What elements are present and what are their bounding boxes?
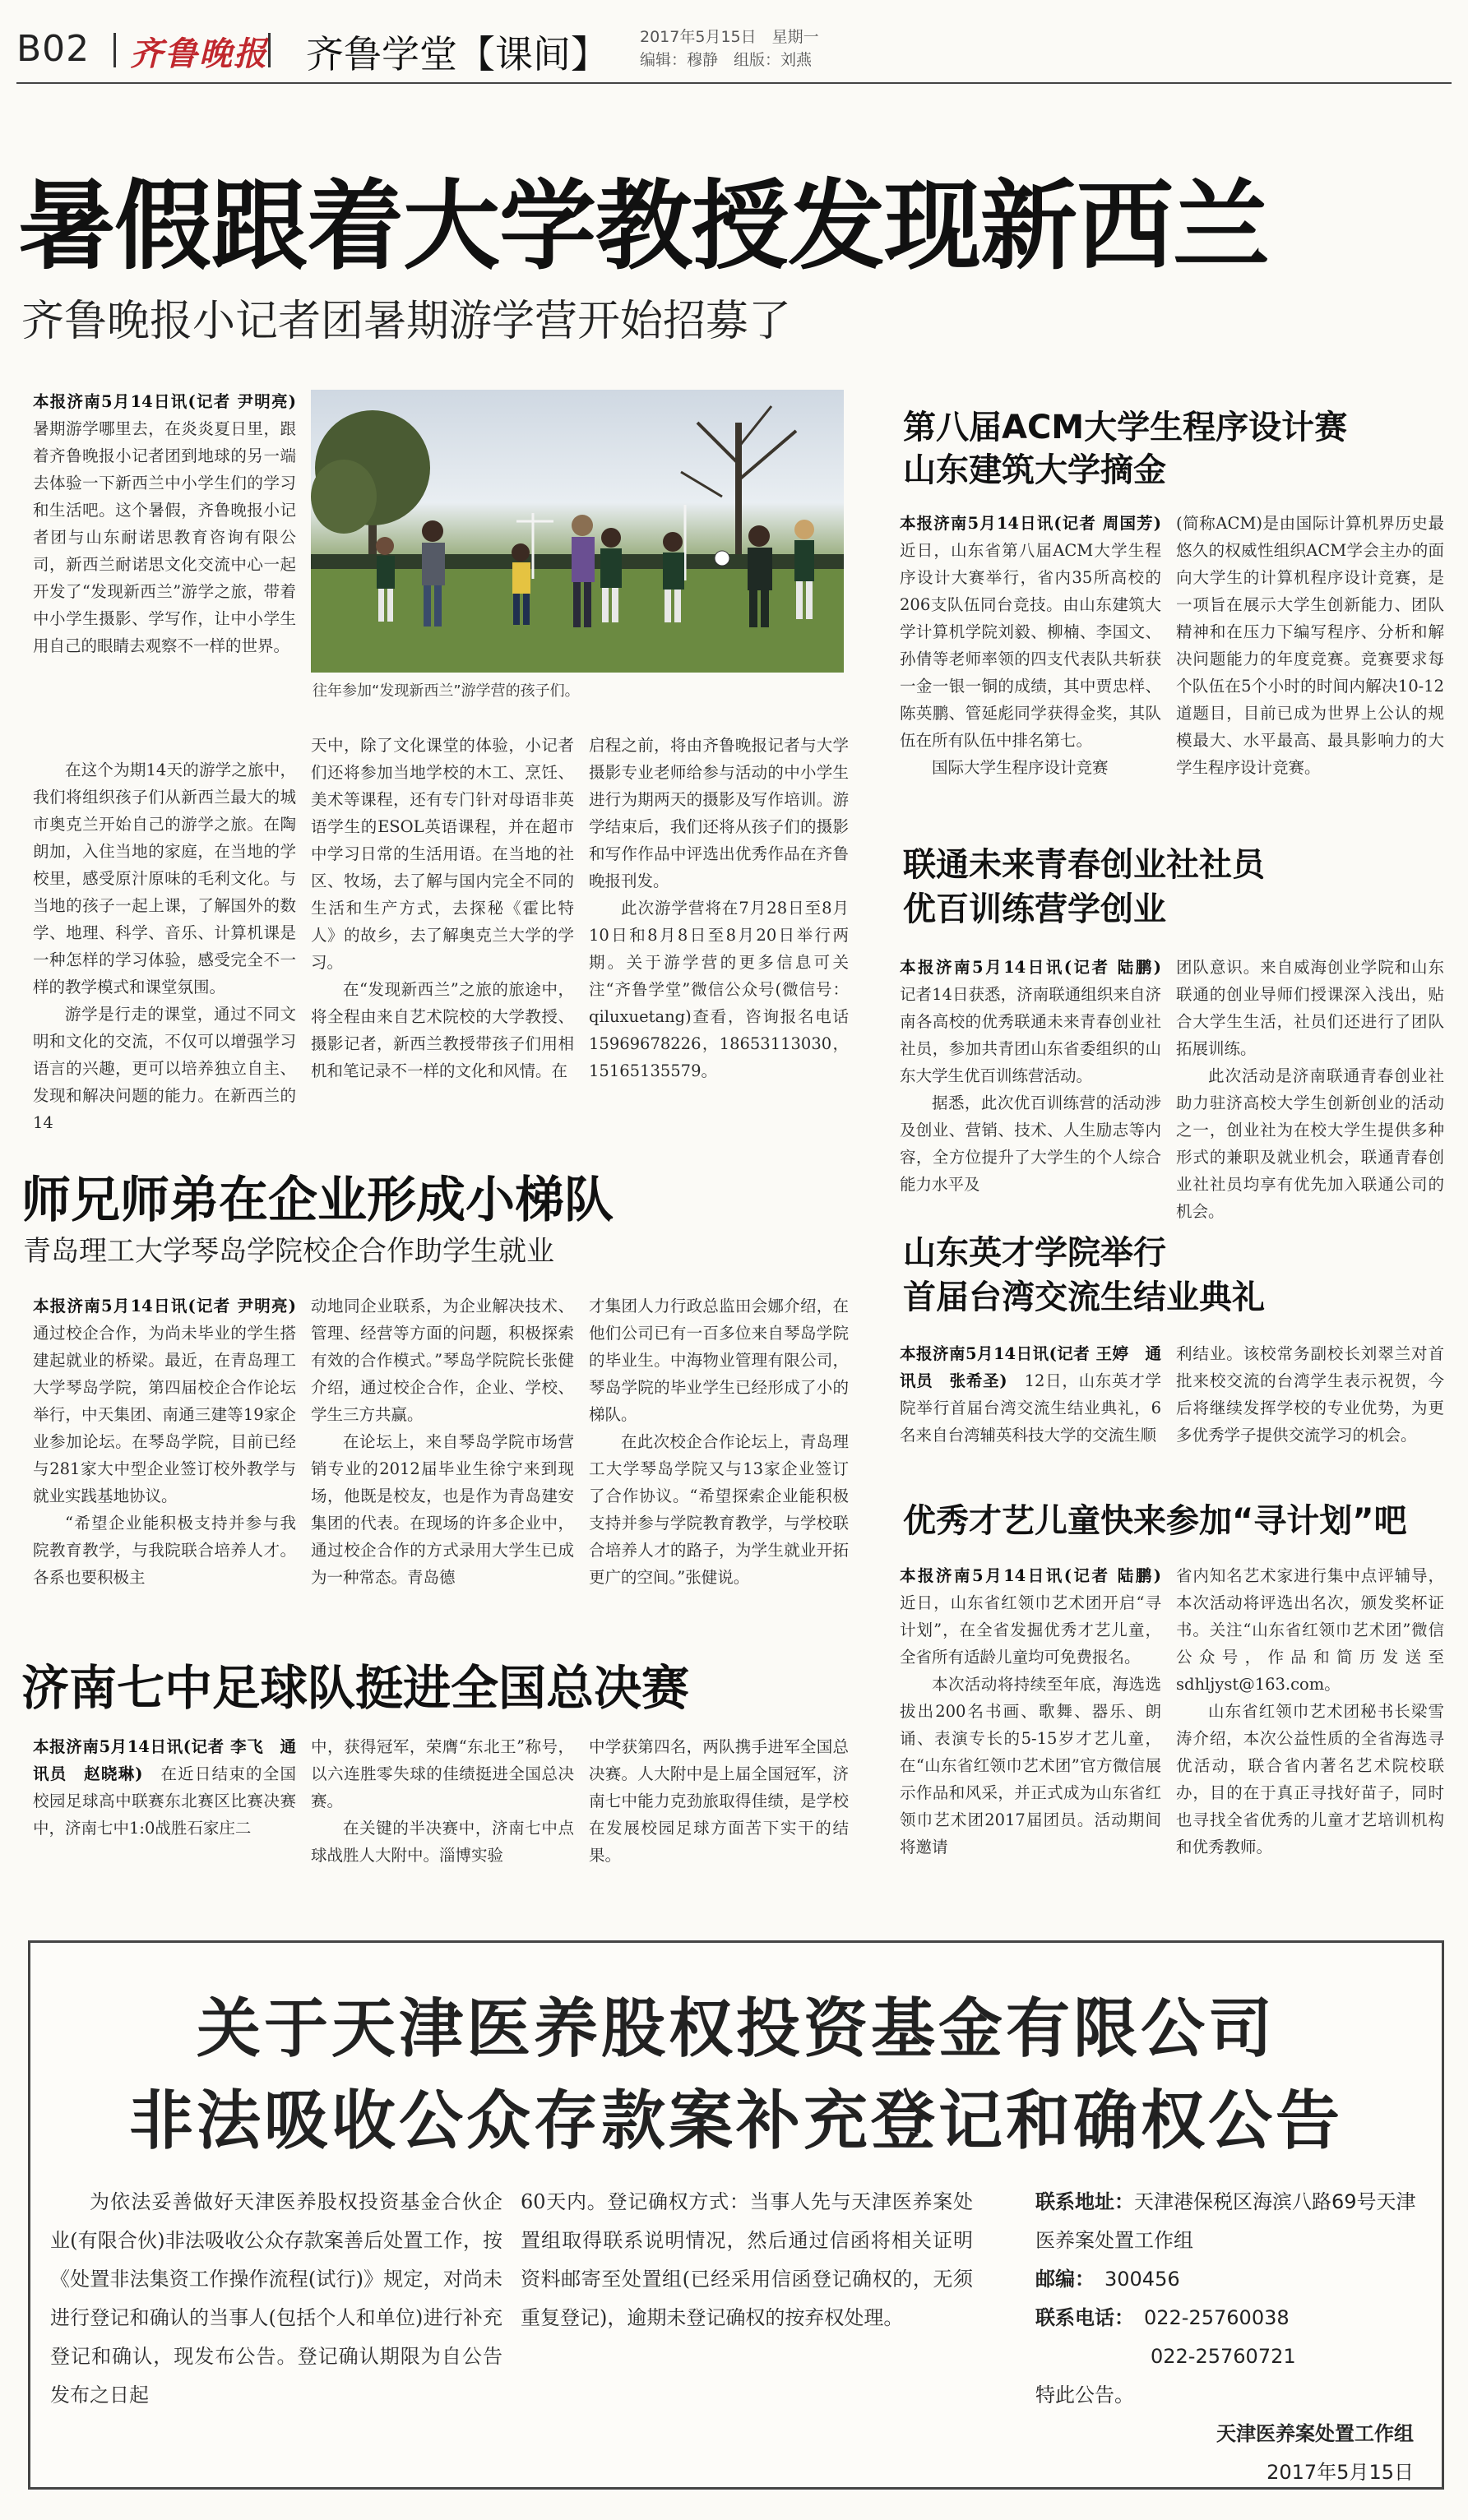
yingcai-headline-1: 山东英才学院举行	[903, 1234, 1166, 1272]
phone-value-2: 022-25760721	[1151, 2345, 1296, 2368]
lead-text-3b: 此次游学营将在7月28日至8月10日和8月8日至8月20日举行两期。关于游学营的更多信息可关注“齐鲁学堂”微信公众号(微信号：qiluxuetang)查看，咨询报名电话15969678226，18653113030，15165135579。	[589, 899, 849, 1080]
acm-headline-2: 山东建筑大学摘金	[903, 451, 1166, 489]
notice-box	[28, 1940, 1444, 2490]
qingdao-dateline: 本报济南5月14日讯(记者 尹明亮)	[33, 1297, 296, 1315]
unicom-headline-2: 优百训练营学创业	[903, 890, 1166, 928]
qingdao-column-2	[311, 1292, 574, 1638]
acm-dateline: 本报济南5月14日讯(记者 周国芳)	[900, 514, 1161, 533]
lead-text-2: 天中，除了文化课堂的体验，小记者们还将参加当地学校的木工、烹饪、美术等课程，还有专门针对母语非英语学生的ESOL英语课程，并在超市中学习日常的生活用语。在当地的社区、牧场，去了解与国内完全不同的生活和生产方式，去探秘《霍比特人》的故乡，去了解奥克兰大学的学习。	[311, 736, 574, 972]
notice-column-1	[50, 2183, 502, 2462]
notice-text-1: 为依法妥善做好天津医养股权投资基金合伙企业(有限合伙)非法吸收公众存款案善后处置工作，按《处置非法集资工作操作流程(试行)》规定，对尚未进行登记和确认的当事人(包括个人和单位)进行补充登记和确认，现发布公告。登记确认期限为自公告发布之日起	[50, 2190, 502, 2407]
qingdao-headline: 师兄师弟在企业形成小梯队	[21, 1172, 614, 1229]
lead-column-3	[589, 732, 849, 1126]
acm-text-1: 近日，山东省第八届ACM大学生程序设计大赛举行，省内35所高校的206支队伍同台竞技。由山东建筑大学计算机学院刘毅、柳楠、李国文、孙倩等老师率领的四支代表队共斩获一金一银一铜的成绩，其中贾忠样、陈英鹏、管延彪同学获得金奖，其队伍在所有队伍中排名第七。	[900, 541, 1161, 750]
page-header	[0, 0, 1468, 82]
section-name: 齐鲁学堂	[306, 32, 457, 76]
unicom-text-2: 团队意识。来自威海创业学院和山东联通的创业导师们授课深入浅出，贴合大学生生活，社员们还进行了团队拓展训练。	[1176, 958, 1444, 1058]
contact-address	[1035, 2183, 1430, 2260]
paper-logo: 齐鲁晚报	[130, 35, 268, 73]
notice-text-2: 60天内。登记确权方式：当事人先与天津医养案处置组取得联系说明情况，然后通过信函将相关证明资料邮寄至处置组(已经采用信函登记确权的，无须重复登记)，逾期未登记确权的按弃权处理。	[521, 2190, 973, 2329]
acm-text-2: (简称ACM)是由国际计算机界历史最悠久的权威性组织ACM学会主办的面向大学生的计算机程序设计竞赛，是一项旨在展示大学生创新能力、团队精神和在压力下编写程序、分析和解决问题能力的年度竞赛。竞赛要求每个队伍在5个小时的时间内解决10-12道题目，目前已成为世界上公认的规模最大、水平最高、最具影响力的大学生程序设计竞赛。	[1176, 514, 1444, 777]
art-text-1: 近日，山东省红领巾艺术团开启“寻计划”，在全省发掘优秀才艺儿童，全省所有适龄儿童均可免费报名。	[900, 1593, 1161, 1667]
section-title	[306, 25, 609, 79]
lead-column-1b	[33, 756, 296, 1132]
yingcai-text-2: 利结业。该校常务副校长刘翠兰对首批来校交流的台湾学生表示祝贺，今后将继续发挥学校的专业优势，为更多优秀学子提供交流学习的机会。	[1176, 1344, 1444, 1445]
football-column-2	[311, 1733, 574, 1922]
football-text-1: 在近日结束的全国校园足球高中联赛东北赛区比赛决赛中，济南七中1:0战胜石家庄二	[33, 1764, 296, 1838]
football-headline: 济南七中足球队挺进全国总决赛	[21, 1660, 690, 1716]
yingcai-headline-2: 首届台湾交流生结业典礼	[903, 1278, 1265, 1316]
lead-headline: 暑假跟着大学教授发现新西兰	[18, 169, 1270, 283]
section-tag: 【课间】	[457, 32, 609, 76]
photo-caption: 往年参加“发现新西兰”游学营的孩子们。	[313, 682, 580, 700]
qingdao-text-1b: “希望企业能积极支持并参与我院教育教学，与我院联合培养人才。各系也要积极主	[33, 1514, 296, 1587]
tree-right	[681, 406, 796, 562]
qingdao-text-3b: 在此次校企合作论坛上，青岛理工大学琴岛学院又与13家企业签订了合作协议。“希望探索企业能积极支持并参与学院教育教学，与学校联合培养人才的路子，为学生就业开拓更广的空间。”张健说。	[589, 1432, 849, 1587]
editor-credits: 编辑：穆静 组版：刘燕	[640, 51, 813, 69]
acm-text-1b: 国际大学生程序设计竞赛	[932, 758, 1109, 777]
contact-phone	[1035, 2299, 1430, 2337]
qingdao-text-2b: 在论坛上，来自琴岛学院市场营销专业的2012届毕业生徐宁来到现场，他既是校友，也是作为青岛建安集团的代表。在现场的许多企业中，通过校企合作的方式录用大学生已成为一种常态。青岛德	[311, 1432, 574, 1587]
lead-text-2b: 在“发现新西兰”之旅的旅途中，将全程由来自艺术院校的大学教授、摄影记者，新西兰教授带孩子们用相机和笔记录不一样的文化和风情。在	[311, 980, 574, 1080]
qingdao-column-3	[589, 1292, 849, 1638]
yingcai-text-1: 12日，山东英才学院举行首届台湾交流生结业典礼，6名来自台湾辅英科技大学的交流生顺	[900, 1371, 1161, 1445]
acm-column-2	[1176, 510, 1444, 814]
lead-dateline: 本报济南5月14日讯(记者 尹明亮)	[33, 392, 296, 411]
unicom-headline-1: 联通未来青春创业社社员	[903, 846, 1265, 884]
football-dateline: 本报济南5月14日讯(记者 李飞 通讯员 赵晓琳)	[33, 1737, 296, 1783]
address-value: 天津港保税区海滨八路69号天津医养案处置工作组	[1035, 2190, 1416, 2252]
page-number: B02	[16, 28, 90, 70]
lead-column-1	[33, 388, 296, 758]
unicom-text-1b: 据悉，此次优百训练营的活动涉及创业、营销、技术、人生励志等内容，全方位提升了大学生的个人综合能力水平及	[900, 1094, 1161, 1194]
art-column-1	[900, 1562, 1161, 1907]
yingcai-column-1	[900, 1340, 1161, 1480]
qingdao-text-1: 通过校企合作，为尚未毕业的学生搭建起就业的桥梁。最近，在青岛理工大学琴岛学院，第四届校企合作论坛举行，中天集团、南通三建等19家企业参加论坛。在琴岛学院，目前已经与281家大中型企业签订校外教学与就业实践基地协议。	[33, 1324, 296, 1505]
art-text-2b: 山东省红领巾艺术团秘书长梁雪涛介绍，本次公益性质的全省海选寻优活动，联合省内著名艺术院校联办，目的在于真正寻找好苗子，同时也寻找全省优秀的儿童才艺培训机构和优秀教师。	[1176, 1702, 1444, 1856]
lead-photo	[311, 390, 844, 673]
art-dateline: 本报济南5月14日讯(记者 陆鹏)	[900, 1566, 1161, 1585]
lead-text-1c: 游学是行走的课堂，通过不同文明和文化的交流，不仅可以增强学习语言的兴趣，更可以培养独立自主、发现和解决问题的能力。在新西兰的14	[33, 1005, 296, 1132]
zip-label: 邮编：	[1035, 2268, 1085, 2291]
art-column-2	[1176, 1562, 1444, 1907]
football-text-2: 中，获得冠军，荣膺“东北王”称号，以六连胜零失球的佳绩挺进全国总决赛。	[311, 1737, 574, 1810]
notice-sign-date: 2017年5月15日	[1267, 2461, 1414, 2484]
divider-bar	[113, 33, 116, 67]
football-column-3	[589, 1733, 849, 1922]
qingdao-text-3: 才集团人力行政总监田会娜介绍，在他们公司已有一百多位来自琴岛学院的毕业生。中海物业管理有限公司，琴岛学院的毕业学生已经形成了小的梯队。	[589, 1297, 849, 1424]
unicom-column-1	[900, 954, 1161, 1200]
phone-value-1: 022-25760038	[1144, 2306, 1290, 2329]
unicom-dateline: 本报济南5月14日讯(记者 陆鹏)	[900, 958, 1161, 977]
issue-date: 2017年5月15日 星期一	[640, 28, 819, 46]
notice-contact	[1035, 2183, 1430, 2484]
lead-text-3: 启程之前，将由齐鲁晚报记者与大学摄影专业老师给参与活动的中小学生进行为期两天的摄影及写作培训。游学结束后，我们还将从孩子们的摄影和写作作品中评选出优秀作品在齐鲁晚报刊发。	[589, 736, 849, 890]
qingdao-text-2: 动地同企业联系，为企业解决技术、管理、经营等方面的问题，积极探索有效的合作模式。”琴岛学院院长张健介绍，通过校企合作，企业、学校、学生三方共赢。	[311, 1297, 574, 1424]
acm-column-1	[900, 510, 1161, 814]
unicom-text-1: 记者14日获悉，济南联通组织来自济南各高校的优秀联通未来青春创业社社员，参加共青团山东省委组织的山东大学生优百训练营活动。	[900, 985, 1161, 1085]
lead-column-2	[311, 732, 574, 1126]
acm-headline-1: 第八届ACM大学生程序设计赛	[903, 409, 1348, 446]
qingdao-column-1	[33, 1292, 296, 1638]
divider-bar	[268, 33, 271, 67]
contact-phone-2	[1035, 2337, 1430, 2376]
art-text-2: 省内知名艺术家进行集中点评辅导，本次活动将评选出名次，颁发奖杯证书。关注“山东省红领巾艺术团”微信公众号，作品和简历发送至sdhljyst@163.com。	[1176, 1566, 1444, 1694]
zip-value: 300456	[1104, 2268, 1180, 2291]
notice-signer: 天津医养案处置工作组	[1216, 2422, 1414, 2445]
art-text-1b: 本次活动将持续至年底，海选选拔出200名书画、歌舞、器乐、朗诵、表演专长的5-15岁才艺儿童，在“山东省红领巾艺术团”官方微信展示作品和风采，并正式成为山东省红领巾艺术团2017届团员。活动期间将邀请	[900, 1675, 1161, 1856]
notice-column-2	[521, 2183, 973, 2462]
yingcai-dateline: 本报济南5月14日讯(记者 王婷 通讯员 张希圣)	[900, 1344, 1161, 1390]
contact-zip	[1035, 2260, 1430, 2299]
notice-closing: 特此公告。	[1035, 2384, 1134, 2407]
lead-text-1b: 在这个为期14天的游学之旅中，我们将组织孩子们从新西兰最大的城市奥克兰开始自己的游学之旅。在陶朗加，入住当地的家庭，在当地的学校里，感受原汁原味的毛利文化。与当地的孩子一起上课，了解国外的数学、地理、科学、音乐、计算机课是一种怎样的学习体验，感受完全不一样的教学模式和课堂氛围。	[33, 761, 296, 996]
lead-text-1: 暑期游学哪里去，在炎炎夏日里，跟着齐鲁晚报小记者团到地球的另一端去体验一下新西兰中小学生们的学习和生活吧。这个暑假，齐鲁晚报小记者团与山东耐诺思教育咨询有限公司，新西兰耐诺思文化交流中心一起开发了“发现新西兰”游学之旅，带着中小学生摄影、学写作，让中小学生用自己的眼睛去观察不一样的世界。	[33, 419, 296, 655]
football-column-1	[33, 1733, 296, 1922]
tree-left	[311, 410, 430, 579]
lead-subheadline: 齐鲁晚报小记者团暑期游学营开始招募了	[21, 297, 792, 346]
unicom-text-2b: 此次活动是济南联通青春创业社助力驻济高校大学生创新创业的活动之一，创业社为在校大学生提供多种形式的兼职及就业机会，联通青春创业社社员均享有优先加入联通公司的机会。	[1176, 1066, 1444, 1221]
yingcai-column-2	[1176, 1340, 1444, 1480]
football-text-2b: 在关键的半决赛中，济南七中点球战胜人大附中。淄博实验	[311, 1819, 574, 1865]
qingdao-subheadline: 青岛理工大学琴岛学院校企合作助学生就业	[23, 1235, 554, 1268]
notice-title-1: 关于天津医养股权投资基金有限公司	[196, 1992, 1276, 2066]
unicom-column-2	[1176, 954, 1444, 1221]
photo-scene	[311, 390, 844, 673]
header-rule	[16, 82, 1452, 84]
art-headline: 优秀才艺儿童快来参加“寻计划”吧	[903, 1502, 1407, 1540]
notice-title-2: 非法吸收公众存款案补充登记和确权公告	[128, 2084, 1343, 2158]
football-text-3: 中学获第四名，两队携手进军全国总决赛。人大附中是上届全国冠军，济南七中能力克劲旅取得佳绩，是学校在发展校园足球方面苦下实干的结果。	[589, 1737, 849, 1865]
phone-label: 联系电话：	[1035, 2306, 1124, 2329]
address-label: 联系地址：	[1035, 2190, 1134, 2213]
